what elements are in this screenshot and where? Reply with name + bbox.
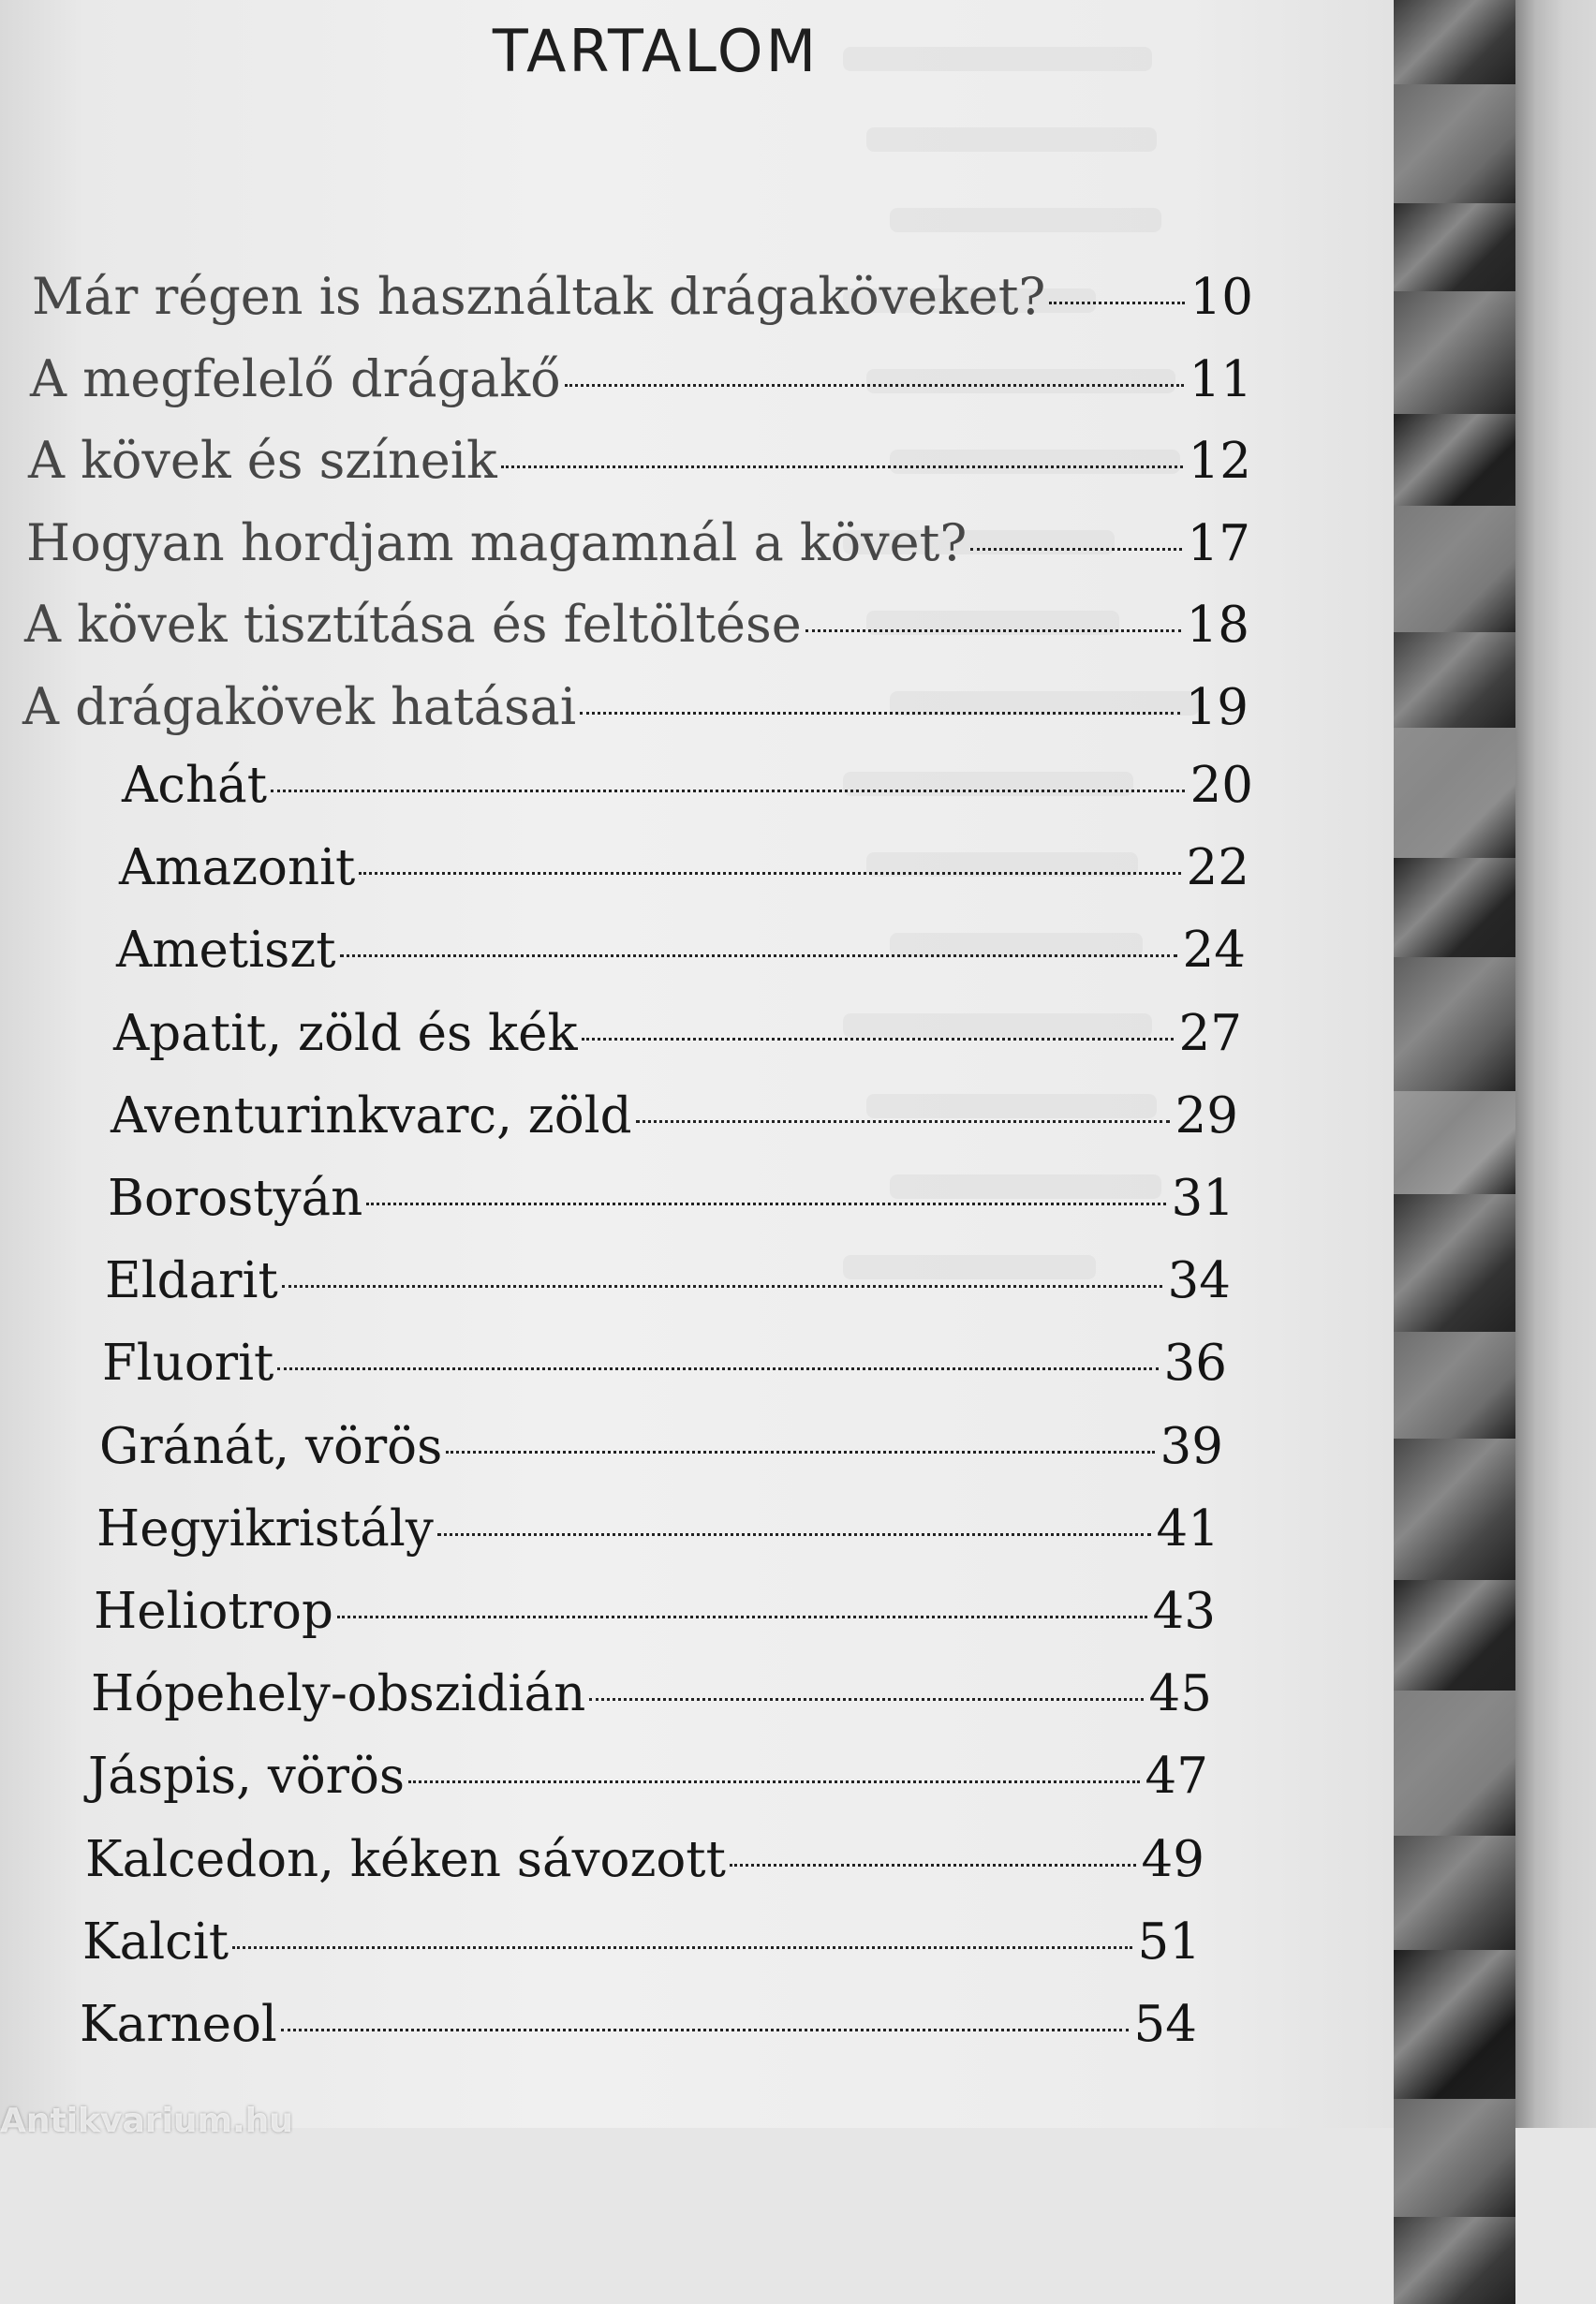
photo-thumbnail-slice — [1394, 0, 1515, 84]
toc-entry-page: 29 — [1175, 1086, 1238, 1145]
dot-leader — [277, 1367, 1158, 1370]
dot-leader — [359, 872, 1180, 875]
toc-entry — [22, 677, 1249, 736]
toc-entry-title: Jáspis, vörös — [88, 1748, 406, 1806]
show-through-line — [890, 208, 1161, 232]
toc-entry-page: 22 — [1186, 839, 1249, 897]
page-title: TARTALOM — [492, 17, 820, 85]
toc-entry — [111, 1087, 1238, 1145]
background-shadow — [1515, 0, 1596, 2128]
toc-entry — [82, 1913, 1201, 1971]
show-through-line — [843, 47, 1152, 71]
photo-thumbnail-slice — [1394, 1950, 1515, 2099]
toc-entry-title: Fluorit — [102, 1335, 274, 1393]
photo-thumbnail-slice — [1394, 858, 1515, 957]
dot-leader — [582, 1038, 1174, 1041]
toc-entry-page: 20 — [1190, 757, 1253, 814]
photo-thumbnail-slice — [1394, 506, 1515, 632]
toc-entry-title: Gránát, vörös — [99, 1417, 443, 1475]
dot-leader — [281, 2029, 1129, 2031]
toc-entry-page: 31 — [1171, 1170, 1234, 1227]
toc-entry-title: A megfelelő drágakő — [30, 348, 561, 408]
toc-entry-page: 51 — [1137, 1913, 1201, 1971]
toc-entry-title: Kalcedon, kéken sávozott — [85, 1830, 726, 1888]
toc-entry — [85, 1831, 1204, 1888]
toc-entry-title: Eldarit — [105, 1252, 278, 1310]
toc-entry — [28, 431, 1251, 490]
photo-thumbnail-slice — [1394, 632, 1515, 728]
toc-entry — [113, 1005, 1242, 1062]
photo-thumbnail-slice — [1394, 414, 1515, 506]
toc-entry-page: 10 — [1190, 269, 1253, 326]
toc-entry-page: 34 — [1167, 1252, 1231, 1310]
dot-leader — [636, 1120, 1170, 1123]
photo-thumbnail-slice — [1394, 1332, 1515, 1439]
photo-thumbnail-slice — [1394, 203, 1515, 291]
dot-leader — [805, 629, 1181, 632]
photo-thumbnail-slice — [1394, 1836, 1515, 1950]
photo-thumbnail-slice — [1394, 957, 1515, 1091]
toc-entry-page: 45 — [1148, 1665, 1212, 1723]
dot-leader — [589, 1698, 1143, 1701]
toc-entry-page: 47 — [1145, 1748, 1208, 1806]
toc-entry — [99, 1418, 1223, 1475]
dot-leader — [232, 1946, 1131, 1949]
dot-leader — [340, 954, 1177, 957]
toc-entry — [94, 1583, 1216, 1640]
dot-leader — [1049, 302, 1184, 304]
toc-entry — [30, 349, 1252, 408]
toc-entry-page: 24 — [1182, 922, 1246, 980]
toc-entry-page: 54 — [1133, 1996, 1197, 2053]
toc-entry — [108, 1170, 1234, 1227]
toc-entry-page: 12 — [1188, 433, 1251, 490]
toc-entry-title: Heliotrop — [94, 1583, 333, 1640]
photo-thumbnail-slice — [1394, 1691, 1515, 1836]
dot-leader — [437, 1533, 1151, 1536]
toc-entry-page: 27 — [1178, 1004, 1242, 1062]
photo-thumbnail-slice — [1394, 2099, 1515, 2217]
photo-thumbnail-slice — [1394, 2217, 1515, 2304]
toc-entry-page: 43 — [1152, 1583, 1216, 1640]
toc-entry — [26, 513, 1250, 572]
dot-leader — [366, 1203, 1165, 1205]
toc-entry-page: 19 — [1185, 678, 1249, 736]
toc-entry — [116, 922, 1246, 979]
dot-leader — [730, 1864, 1136, 1867]
toc-entry-page: 41 — [1156, 1499, 1219, 1558]
toc-entry-page: 17 — [1187, 514, 1250, 572]
toc-entry-title: Borostyán — [108, 1170, 363, 1227]
dot-leader — [271, 790, 1185, 792]
toc-entry — [105, 1252, 1231, 1309]
toc-entry — [119, 839, 1249, 896]
toc-entry-title: Kalcit — [82, 1913, 229, 1971]
dot-leader — [337, 1616, 1147, 1618]
dot-leader — [282, 1285, 1162, 1288]
toc-entry — [88, 1748, 1208, 1805]
toc-entry — [32, 267, 1253, 326]
dot-leader — [565, 384, 1184, 387]
photo-thumbnail-slice — [1394, 291, 1515, 414]
toc-entry — [122, 757, 1253, 814]
watermark: Antikvarium.hu — [0, 2102, 293, 2140]
toc-entry-title: A drágakövek hatásai — [22, 676, 577, 736]
toc-entry-title: Apatit, zöld és kék — [113, 1004, 578, 1062]
toc-entry-title: Hogyan hordjam magamnál a követ? — [26, 512, 968, 572]
dot-leader — [970, 548, 1181, 551]
dot-leader — [580, 712, 1179, 715]
toc-entry — [102, 1335, 1227, 1392]
dot-leader — [501, 465, 1183, 468]
toc-entry — [80, 1996, 1197, 2053]
photo-thumbnail-slice — [1394, 1194, 1515, 1332]
toc-entry-page: 39 — [1160, 1417, 1223, 1475]
toc-entry-page: 11 — [1189, 350, 1252, 408]
dot-leader — [408, 1780, 1139, 1783]
photo-thumbnail-slice — [1394, 84, 1515, 203]
photo-thumbnail-slice — [1394, 728, 1515, 858]
photo-thumbnail-slice — [1394, 1580, 1515, 1691]
photo-thumbnail-slice — [1394, 1439, 1515, 1580]
toc-entry-page: 49 — [1141, 1830, 1204, 1888]
photo-thumbnail-slice — [1394, 1091, 1515, 1194]
toc-entry-title: Ametiszt — [116, 922, 336, 980]
toc-entry-title: Karneol — [80, 1996, 277, 2053]
toc-entry-title: A kövek tisztítása és feltöltése — [24, 595, 802, 654]
toc-entry-title: Hegyikristály — [96, 1499, 434, 1558]
page-edge-photo-strip — [1394, 0, 1515, 2128]
toc-entry-title: Már régen is használtak drágaköveket? — [32, 267, 1046, 326]
toc-entry — [96, 1500, 1219, 1558]
toc-entry — [91, 1665, 1212, 1722]
toc-entry-title: Hópehely-obszidián — [91, 1665, 586, 1723]
toc-entry-page: 36 — [1163, 1335, 1227, 1393]
toc-entry-title: Aventurinkvarc, zöld — [111, 1086, 632, 1145]
dot-leader — [446, 1451, 1154, 1454]
show-through-line — [866, 127, 1157, 152]
toc-entry-title: A kövek és színeik — [28, 431, 497, 490]
toc-entry-title: Achát — [122, 757, 267, 814]
toc-entry-page: 18 — [1186, 597, 1249, 654]
toc-entry — [24, 595, 1249, 654]
toc-entry-title: Amazonit — [119, 839, 356, 897]
